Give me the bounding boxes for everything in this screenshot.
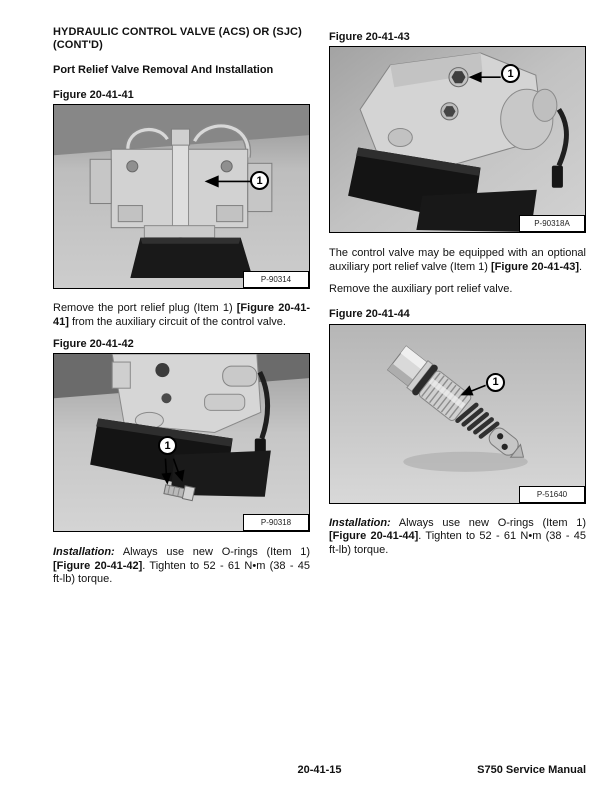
- left-column: [53, 0, 310, 587]
- callout-1-badge: 1: [501, 64, 520, 83]
- paragraph-installation-right: [329, 517, 586, 558]
- text-run: The control valve may be equipped with an optional auxiliary port relief valve (Item 1): [329, 247, 586, 273]
- installation-lead: Installation:: [329, 516, 391, 529]
- callout-1-badge: 1: [158, 436, 177, 455]
- paragraph-optional-valve: [329, 247, 586, 274]
- figure-44-photo: [329, 324, 586, 504]
- page-footer: [53, 764, 586, 776]
- photo-id-label: P-51640: [519, 486, 585, 503]
- figure-42-label: Figure 20-41-42: [53, 338, 134, 350]
- photo-id-label: P-90318A: [519, 215, 585, 232]
- text-run: . Tighten to 52 - 61 N•m (38 - 45 ft-lb) torque.: [329, 530, 586, 556]
- text-run: . Tighten to 52 - 61 N•m (38 - 45 ft-lb) torque.: [53, 559, 310, 585]
- text-run: from the auxiliary circuit of the control valve.: [68, 315, 286, 328]
- footer-page-number: 20-41-15: [297, 764, 342, 776]
- photo-id-label: P-90318: [243, 514, 309, 531]
- text-run: Always use new O-rings (Item 1): [390, 516, 586, 529]
- figure-42-photo: [53, 353, 310, 532]
- paragraph-installation-left: [53, 546, 310, 587]
- relief-valve-cartridge-illustration: [330, 325, 585, 503]
- figure-43-label: Figure 20-41-43: [329, 31, 410, 43]
- figure-41-photo: [53, 104, 310, 289]
- paragraph-remove-plug: [53, 302, 310, 329]
- photo-id-label: P-90314: [243, 271, 309, 288]
- figure-reference: [Figure 20-41-44]: [329, 530, 419, 542]
- callout-1-badge: 1: [250, 171, 269, 190]
- right-column: [329, 0, 586, 557]
- text-run: Always use new O-rings (Item 1): [114, 546, 310, 558]
- control-valve-front-illustration: [54, 105, 309, 288]
- valve-angled-illustration: [330, 47, 585, 232]
- page-title: HYDRAULIC CONTROL VALVE (ACS) OR (SJC) (CONT'D): [53, 26, 302, 51]
- figure-43-photo: [329, 46, 586, 233]
- figure-reference: [Figure 20-41-43]: [491, 260, 580, 273]
- figure-reference: [Figure 20-41-42]: [53, 559, 143, 572]
- valve-plug-removed-illustration: [54, 354, 309, 531]
- installation-lead: Installation:: [53, 546, 115, 558]
- figure-reference: [Figure 20-41-41]: [53, 302, 310, 328]
- figure-44-label: Figure 20-41-44: [329, 307, 410, 320]
- callout-1-badge: 1: [486, 373, 505, 392]
- section-heading: Port Relief Valve Removal And Installation: [53, 64, 274, 76]
- paragraph-remove-aux: Remove the auxiliary port relief valve.: [329, 283, 513, 295]
- footer-manual-title: S750 Service Manual: [477, 764, 586, 776]
- text-run: Remove the port relief plug (Item 1): [53, 302, 237, 314]
- figure-41-label: Figure 20-41-41: [53, 89, 134, 101]
- text-run: .: [579, 260, 583, 273]
